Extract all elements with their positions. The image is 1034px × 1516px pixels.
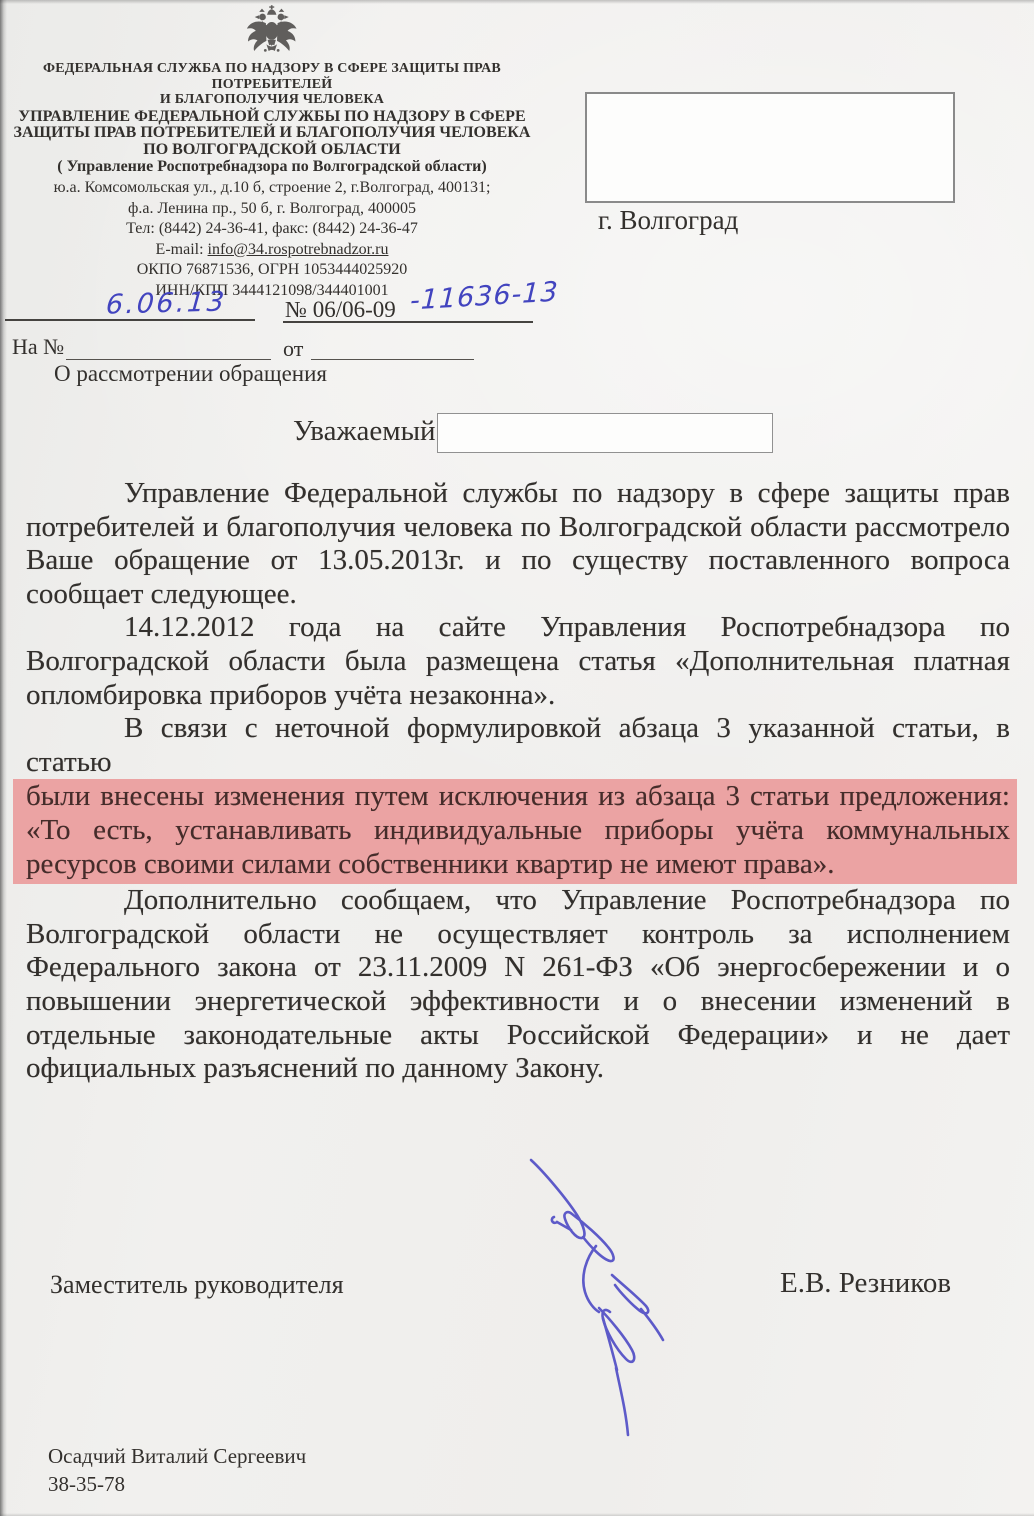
email-label: E-mail: [155,240,208,258]
email-line [4,240,540,261]
executor-phone: 38-35-78 [48,1472,125,1496]
coat-of-arms-icon [243,5,301,59]
scan-edge-top [0,0,1034,4]
email-address: info@34.rospotrebnadzor.ru [207,240,389,258]
signatory-name: Е.В. Резников [780,1267,952,1299]
agency-name-line2: И БЛАГОПОЛУЧИЯ ЧЕЛОВЕКА [159,92,385,107]
handwritten-number: -11636-13 [409,276,560,317]
inn-kpp: ИНН/КПП 3444121098/344401001 [155,281,389,299]
handwritten-signature-icon [500,1140,730,1480]
incoming-date-blank [311,359,474,360]
letter-body [26,477,1010,1086]
paragraph-4: Дополнительно сообщаем, что Управление Роспотребнадзора по Волгоградской области не осуществляет контроль за исполнением Федерального закона от 23.11.2009 N 261-ФЗ «Об энергосбережении и о повышении энергетической эффективности и о внесении изменений в отдельные законодательные акты Российской Федерации» и не дает официальных разъяснений по данному Закону. [26,884,1010,1085]
addressee-redaction-box [437,413,773,453]
incoming-number-label: На № [12,334,65,359]
department-short-name: ( Управление Роспотребнадзора по Волгоградской области) [57,158,487,176]
incoming-number-blank [66,359,271,360]
legal-address: ю.а. Комсомольская ул., д.10 б, строение 2, г.Волгоград, 400131; [53,179,491,197]
incoming-date-label: от [283,336,304,361]
signatory-title: Заместитель руководителя [50,1270,344,1299]
number-underline [283,321,533,323]
subject-line: О рассмотрении обращения [54,361,327,386]
paragraph-2: 14.12.2012 года на сайте Управления Роспотребнадзора по Волгоградской области была размещена статья «Дополнительная платная опломбировка приборов учёта незаконна». [26,611,1010,711]
recipient-city: г. Волгоград [598,205,739,235]
outgoing-number: № 06/06-09 [285,297,396,322]
letterhead [4,5,540,301]
department-name-line2: ЗАЩИТЫ ПРАВ ПОТРЕБИТЕЛЕЙ И БЛАГОПОЛУЧИЯ ЧЕЛОВЕКА [13,124,531,142]
highlighted-passage: были внесены изменения путем исключения из абзаца 3 статьи предложения: «То есть, устанавливать индивидуальные приборы учёта коммунальных ресурсов своими силами собственники квартир не имеют права». [13,779,1017,884]
recipient-redaction-box [585,92,955,203]
agency-name-line1: ФЕДЕРАЛЬНАЯ СЛУЖБА ПО НАДЗОРУ В СФЕРЕ ЗАЩИТЫ ПРАВ ПОТРЕБИТЕЛЕЙ [43,61,501,92]
actual-address: ф.а. Ленина пр., 50 б, г. Волгоград, 400005 [128,199,416,217]
salutation: Уважаемый [293,415,436,447]
date-underline [5,319,255,321]
paragraph-3-intro: В связи с неточной формулировкой абзаца 3 указанной статьи, в статью [26,712,1010,778]
department-name-line1: УПРАВЛЕНИЕ ФЕДЕРАЛЬНОЙ СЛУЖБЫ ПО НАДЗОРУ В СФЕРЕ [18,107,526,125]
executor-name: Осадчий Виталий Сергеевич [48,1444,307,1468]
phone-fax: Тел: (8442) 24-36-41, факс: (8442) 24-36-47 [126,220,418,238]
paragraph-1: Управление Федеральной службы по надзору в сфере защиты прав потребителей и благополучия человека по Волгоградской области рассмотрело Ваше обращение от 13.05.2013г. и по существу поставленного вопроса сообщает следующее. [26,477,1010,610]
department-name-line3: ПО ВОЛГОГРАДСКОЙ ОБЛАСТИ [143,140,401,158]
handwritten-date: 6.06.13 [104,286,228,321]
okpo-ogrn: ОКПО 76871536, ОГРН 1053444025920 [136,261,408,279]
